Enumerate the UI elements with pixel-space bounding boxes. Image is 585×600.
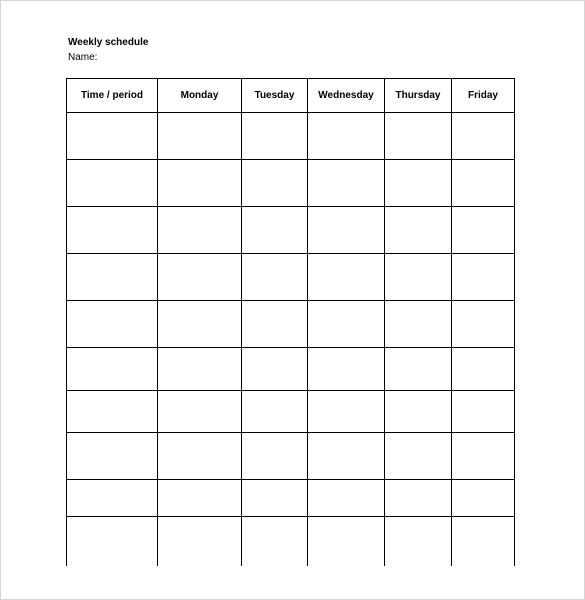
header-monday: Monday	[158, 79, 242, 113]
cell-monday[interactable]	[158, 254, 242, 301]
name-label: Name:	[68, 52, 98, 63]
cell-time[interactable]	[67, 301, 158, 348]
cell-friday[interactable]	[452, 301, 515, 348]
cell-tuesday[interactable]	[242, 113, 308, 160]
cell-time[interactable]	[67, 113, 158, 160]
cell-friday[interactable]	[452, 254, 515, 301]
cell-thursday[interactable]	[385, 254, 452, 301]
cell-thursday[interactable]	[385, 301, 452, 348]
cell-wednesday[interactable]	[308, 480, 385, 517]
table-row	[67, 391, 515, 433]
header-thursday: Thursday	[385, 79, 452, 113]
cell-friday[interactable]	[452, 348, 515, 391]
cell-monday[interactable]	[158, 433, 242, 480]
schedule-table-wrapper	[66, 78, 514, 565]
cell-thursday[interactable]	[385, 113, 452, 160]
cell-wednesday[interactable]	[308, 113, 385, 160]
cell-friday[interactable]	[452, 480, 515, 517]
schedule-table	[66, 78, 515, 566]
cell-friday[interactable]	[452, 391, 515, 433]
document-title: Weekly schedule	[68, 37, 149, 48]
table-row	[67, 113, 515, 160]
cell-friday[interactable]	[452, 113, 515, 160]
cell-monday[interactable]	[158, 160, 242, 207]
cell-time[interactable]	[67, 433, 158, 480]
table-row	[67, 348, 515, 391]
cell-thursday[interactable]	[385, 391, 452, 433]
cell-wednesday[interactable]	[308, 391, 385, 433]
cell-wednesday[interactable]	[308, 207, 385, 254]
cell-tuesday[interactable]	[242, 160, 308, 207]
header-row	[67, 79, 515, 113]
cell-monday[interactable]	[158, 207, 242, 254]
cell-tuesday[interactable]	[242, 348, 308, 391]
cell-time[interactable]	[67, 254, 158, 301]
cell-wednesday[interactable]	[308, 301, 385, 348]
cell-time[interactable]	[67, 517, 158, 566]
table-row	[67, 254, 515, 301]
table-row	[67, 433, 515, 480]
cell-friday[interactable]	[452, 433, 515, 480]
cell-tuesday[interactable]	[242, 254, 308, 301]
table-row	[67, 301, 515, 348]
cell-time[interactable]	[67, 391, 158, 433]
table-row	[67, 207, 515, 254]
header-tuesday: Tuesday	[242, 79, 308, 113]
cell-wednesday[interactable]	[308, 160, 385, 207]
cell-tuesday[interactable]	[242, 207, 308, 254]
cell-tuesday[interactable]	[242, 480, 308, 517]
cell-wednesday[interactable]	[308, 348, 385, 391]
cell-tuesday[interactable]	[242, 517, 308, 566]
cell-monday[interactable]	[158, 517, 242, 566]
cell-monday[interactable]	[158, 480, 242, 517]
cell-thursday[interactable]	[385, 517, 452, 566]
cell-time[interactable]	[67, 160, 158, 207]
cell-tuesday[interactable]	[242, 391, 308, 433]
cell-thursday[interactable]	[385, 207, 452, 254]
cell-time[interactable]	[67, 207, 158, 254]
cell-tuesday[interactable]	[242, 301, 308, 348]
cell-thursday[interactable]	[385, 433, 452, 480]
cell-friday[interactable]	[452, 207, 515, 254]
header-wednesday: Wednesday	[308, 79, 385, 113]
cell-thursday[interactable]	[385, 480, 452, 517]
table-row	[67, 517, 515, 566]
header-time-period: Time / period	[67, 79, 158, 113]
table-row	[67, 160, 515, 207]
cell-time[interactable]	[67, 480, 158, 517]
schedule-body	[67, 113, 515, 566]
cell-wednesday[interactable]	[308, 433, 385, 480]
cell-friday[interactable]	[452, 517, 515, 566]
table-row	[67, 480, 515, 517]
cell-wednesday[interactable]	[308, 517, 385, 566]
cell-thursday[interactable]	[385, 160, 452, 207]
cell-monday[interactable]	[158, 391, 242, 433]
cell-tuesday[interactable]	[242, 433, 308, 480]
cell-wednesday[interactable]	[308, 254, 385, 301]
cell-friday[interactable]	[452, 160, 515, 207]
cell-monday[interactable]	[158, 113, 242, 160]
header-friday: Friday	[452, 79, 515, 113]
cell-thursday[interactable]	[385, 348, 452, 391]
cell-time[interactable]	[67, 348, 158, 391]
cell-monday[interactable]	[158, 348, 242, 391]
cell-monday[interactable]	[158, 301, 242, 348]
